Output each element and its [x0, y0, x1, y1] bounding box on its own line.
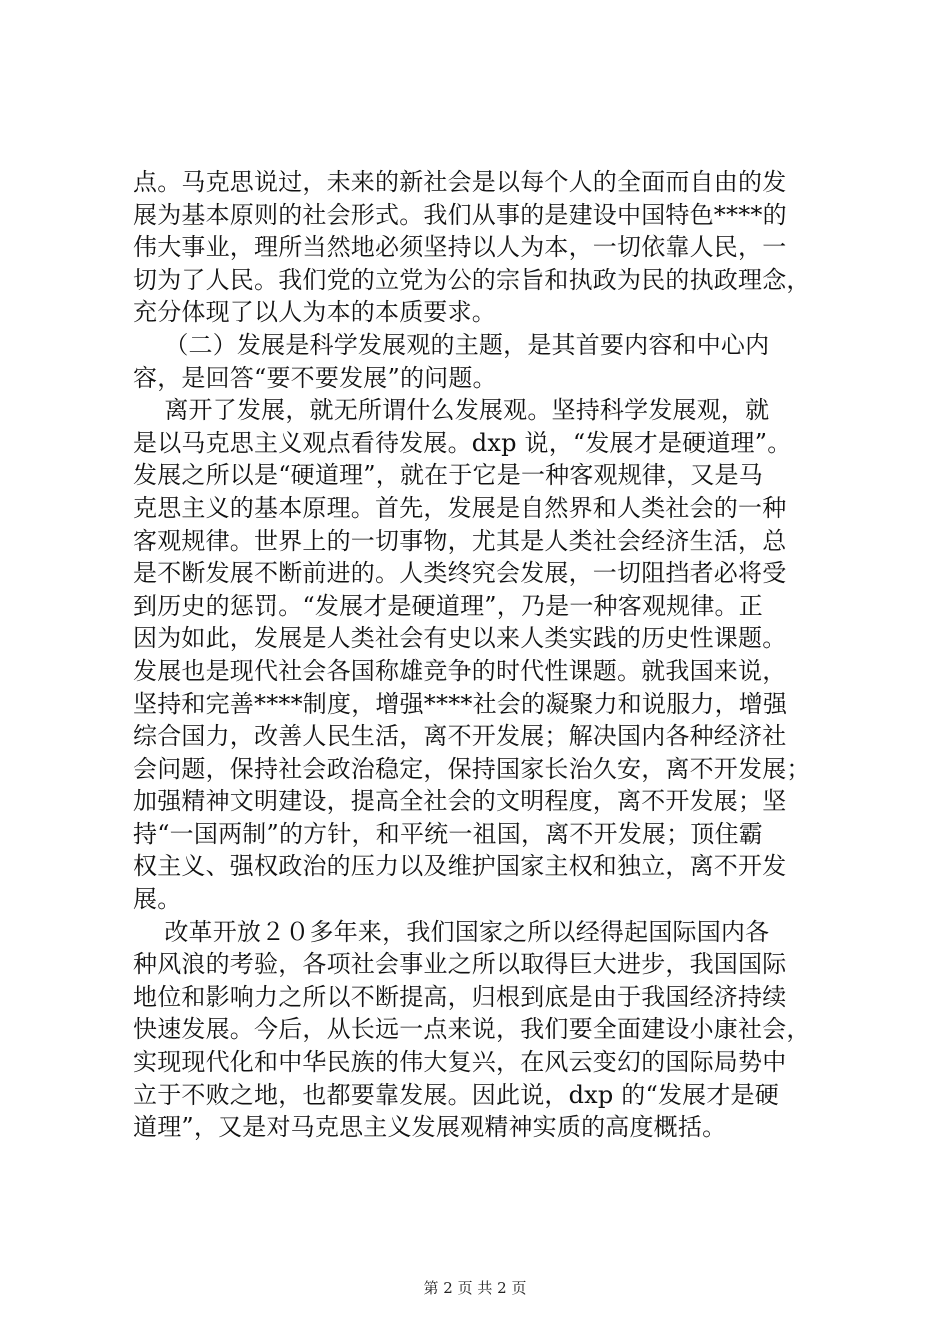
text-line: 快速发展。今后，从长远一点来说，我们要全面建设小康社会， — [133, 1015, 811, 1044]
text-line: 展为基本原则的社会形式。我们从事的是建设中国特色****的 — [133, 200, 787, 229]
text-line: 离开了发展，就无所谓什么发展观。坚持科学发展观，就 — [133, 396, 770, 425]
text-line: 实现现代化和中华民族的伟大复兴，在风云变幻的国际局势中 — [133, 1048, 787, 1077]
text-line: （二）发展是科学发展观的主题，是其首要内容和中心内 — [133, 330, 770, 359]
text-line: 改革开放２０多年来，我们国家之所以经得起国际国内各 — [133, 917, 770, 946]
text-line: 综合国力，改善人民生活，离不开发展；解决国内各种经济社 — [133, 722, 787, 751]
text-line: 种风浪的考验，各项社会事业之所以取得巨大进步，我国国际 — [133, 950, 787, 979]
text-line: 切为了人民。我们党的立党为公的宗旨和执政为民的执政理念， — [133, 265, 811, 294]
text-line: 地位和影响力之所以不断提高，归根到底是由于我国经济持续 — [133, 982, 787, 1011]
text-line: 到历史的惩罚。“发展才是硬道理”，乃是一种客观规律。正 — [133, 591, 763, 620]
text-line: 发展之所以是“硬道理”，就在于它是一种客观规律，又是马 — [133, 461, 763, 490]
page-footer: 第 2 页 共 2 页 — [423, 1279, 527, 1297]
text-line: 坚持和完善****制度，增强****社会的凝聚力和说服力，增强 — [133, 689, 788, 718]
text-line: 发展也是现代社会各国称雄竞争的时代性课题。就我国来说， — [133, 656, 787, 685]
text-line: 会问题，保持社会政治稳定，保持国家长治久安，离不开发展； — [133, 754, 811, 783]
text-line: 展。 — [133, 885, 182, 914]
text-line: 充分体现了以人为本的本质要求。 — [133, 298, 496, 327]
text-line: 客观规律。世界上的一切事物，尤其是人类社会经济生活，总 — [133, 526, 787, 555]
text-line: 伟大事业，理所当然地必须坚持以人为本，一切依靠人民，一 — [133, 233, 787, 262]
text-line: 点。马克思说过，未来的新社会是以每个人的全面而自由的发 — [133, 168, 787, 196]
text-line: 立于不败之地，也都要靠发展。因此说，dxp 的“发展才是硬 — [133, 1080, 779, 1109]
text-line: 因为如此，发展是人类社会有史以来人类实践的历史性课题。 — [133, 624, 787, 653]
text-line: 是以马克思主义观点看待发展。dxp 说，“发展才是硬道理”。 — [133, 428, 792, 457]
text-line: 持“一国两制”的方针，和平统一祖国，离不开发展；顶住霸 — [133, 819, 763, 848]
text-line: 容，是回答“要不要发展”的问题。 — [133, 363, 497, 392]
text-line: 克思主义的基本原理。首先，发展是自然界和人类社会的一种 — [133, 493, 787, 522]
text-line: 权主义、强权政治的压力以及维护国家主权和独立，离不开发 — [133, 852, 787, 881]
text-line: 是不断发展不断前进的。人类终究会发展，一切阻挡者必将受 — [133, 559, 787, 588]
document-body — [133, 166, 833, 1144]
text-line: 道理”，又是对马克思主义发展观精神实质的高度概括。 — [133, 1113, 727, 1142]
text-line: 加强精神文明建设，提高全社会的文明程度，离不开发展；坚 — [133, 787, 787, 816]
